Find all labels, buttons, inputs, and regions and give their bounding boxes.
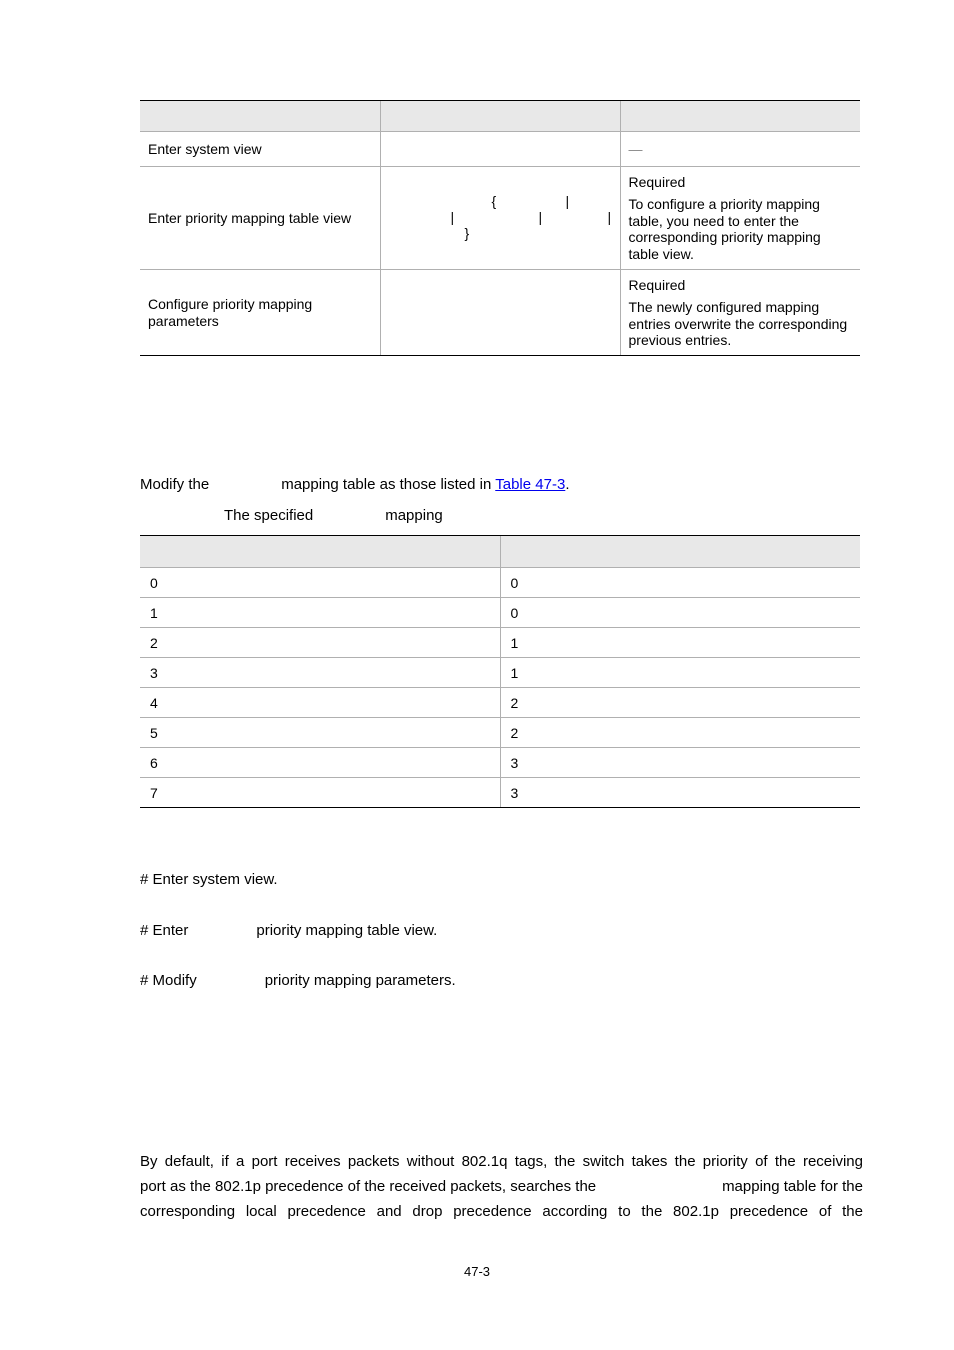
header-cell-remarks [620,101,860,132]
header-cell-operation [140,101,380,132]
mapping-table [140,535,860,808]
operation-cell: Enter system view [140,132,380,167]
caption-prefix: The specified [224,507,314,524]
mapping-output-cell: 1 [500,658,860,688]
table-row [140,718,860,748]
mapping-output-cell: 2 [500,718,860,748]
step-suffix: priority mapping table view. [256,922,438,939]
mapping-input-cell: 1 [140,598,500,628]
remark-cell: — [620,132,860,167]
caption-suffix: mapping [385,507,443,524]
page-number: 47-3 [463,1264,491,1279]
table-row [140,132,860,167]
paragraph-line [140,1174,863,1199]
table-row [140,628,860,658]
body-paragraph [140,1149,863,1224]
table-row [140,748,860,778]
table-row [140,658,860,688]
operation-cell: Configure priority mapping parameters [140,270,380,356]
mapping-input-cell: 5 [140,718,500,748]
command-cell [380,167,620,270]
paragraph-fragment: port as the 802.1p precedence of the received packets, searches the [140,1178,597,1195]
table-row [140,778,860,808]
mapping-output-cell: 0 [500,568,860,598]
config-procedure-table [140,100,860,356]
mapping-input-cell: 3 [140,658,500,688]
intro-prefix: Modify the [140,476,210,493]
table-header-row [140,101,860,132]
table-row [140,688,860,718]
mapping-input-cell: 7 [140,778,500,808]
intro-middle: mapping table as those listed in [281,476,492,493]
separator-bar: | [565,193,570,209]
header-cell-left [140,536,500,568]
remark-title: Required [628,173,686,190]
command-syntax [389,183,612,253]
step-enter-system-view: # Enter system view. [140,871,278,888]
step-prefix: # Enter [140,922,189,939]
brace-close: } [464,225,470,241]
table-header-row [140,536,860,568]
table-reference-link[interactable]: Table 47-3 [495,476,566,493]
mapping-input-cell: 0 [140,568,500,598]
mapping-output-cell: 2 [500,688,860,718]
step-suffix: priority mapping parameters. [264,972,456,989]
table-caption [224,507,443,524]
remark-cell [620,270,860,356]
mapping-output-cell: 3 [500,778,860,808]
separator-bar: | [607,209,612,225]
mapping-input-cell: 2 [140,628,500,658]
command-cell [380,270,620,356]
remark-cell [620,167,860,270]
separator-bar: | [538,209,543,225]
table-row [140,598,860,628]
paragraph-line: corresponding local precedence and drop precedence according to the 802.1p precedence of the [140,1203,863,1220]
step-enter-mapping-view [140,922,437,939]
paragraph-fragment: mapping table for the [722,1178,863,1195]
intro-end: . [565,476,570,493]
mapping-output-cell: 0 [500,598,860,628]
step-modify-parameters [140,972,456,989]
example-intro [140,476,569,493]
mapping-output-cell: 3 [500,748,860,778]
mapping-output-cell: 1 [500,628,860,658]
remark-detail: The newly configured mapping entries overwrite the corresponding previous entries. [628,299,848,348]
separator-bar: | [450,209,455,225]
paragraph-line: By default, if a port receives packets without 802.1q tags, the switch takes the priority of the receiving [140,1153,863,1170]
command-cell [380,132,620,167]
table-row [140,167,860,270]
remark-detail: To configure a priority mapping table, you need to enter the corresponding priority mapping table view. [628,196,821,262]
remark-title: Required [628,276,686,293]
operation-cell: Enter priority mapping table view [140,167,380,270]
header-cell-right [500,536,860,568]
mapping-input-cell: 6 [140,748,500,778]
table-row [140,270,860,356]
table-row [140,568,860,598]
header-cell-command [380,101,620,132]
mapping-input-cell: 4 [140,688,500,718]
step-prefix: # Modify [140,972,197,989]
brace-open: { [491,193,497,209]
